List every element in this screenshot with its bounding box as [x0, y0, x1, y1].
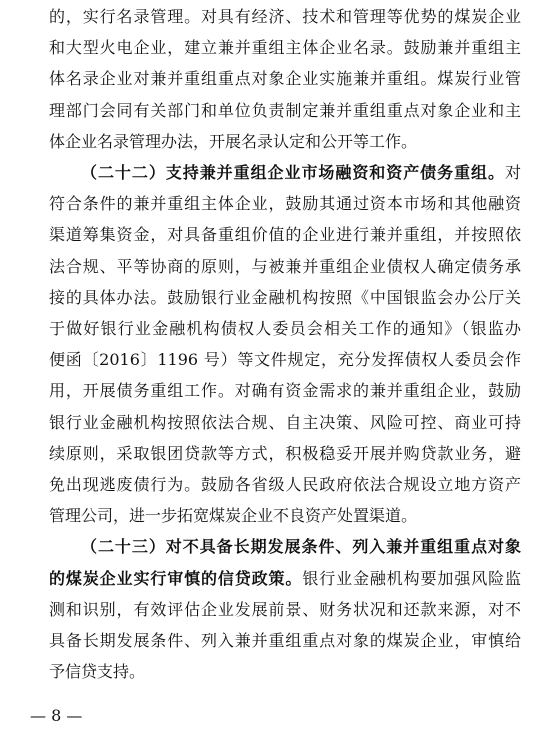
- text-line: 续原则，采取银团贷款等方式，积极稳妥开展并购贷款业务，避: [49, 444, 521, 463]
- text-line: 用，开展债务重组工作。对确有资金需求的兼并重组企业，鼓励: [49, 381, 521, 400]
- text-line: 测和识别，有效评估企业发展前景、财务状况和还款来源，对不: [49, 600, 521, 619]
- text-line: 接的具体办法。鼓励银行业金融机构按照《中国银监会办公厅关: [49, 288, 521, 307]
- section-23-second-line-rest: 银行业金融机构要加强风险监: [302, 569, 521, 588]
- section-23-second-line: [49, 566, 521, 592]
- text-line: 免出现逃废债行为。鼓励各省级人民政府依法合规设立地方资产: [49, 475, 521, 494]
- section-22-first-line-rest: 对: [504, 163, 521, 182]
- text-line: 于做好银行业金融机构债权人委员会相关工作的通知》（银监办: [49, 319, 521, 338]
- text-line: 渠道筹集资金，对具备重组价值的企业进行兼并重组，并按照依: [49, 225, 521, 244]
- section-23-heading-cont: 的煤炭企业实行审慎的信贷政策。: [49, 569, 303, 588]
- text-line: 具备长期发展条件、列入兼并重组重点对象的煤炭企业，审慎给: [49, 631, 521, 650]
- text-line: 予信贷支持。: [49, 662, 146, 681]
- text-line: 管理公司，进一步拓宽煤炭企业不良资产处置渠道。: [49, 506, 418, 525]
- section-22-first-line: [81, 160, 521, 186]
- section-23-heading: （二十三）对不具备长期发展条件、列入兼并重组重点对象: [81, 537, 521, 556]
- text-line: 法合规、平等协商的原则，与被兼并重组企业债权人确定债务承: [49, 257, 521, 276]
- text-line: 体企业名录管理办法，开展名录认定和公开等工作。: [49, 132, 418, 151]
- text-line: 银行业金融机构按照依法合规、自主决策、风险可控、商业可持: [49, 413, 521, 432]
- text-line: 便函〔2016〕1196 号）等文件规定，充分发挥债权人委员会作: [49, 350, 521, 369]
- section-22-heading: （二十二）支持兼并重组企业市场融资和资产债务重组。: [81, 163, 505, 182]
- text-line: 和大型火电企业，建立兼并重组主体企业名录。鼓励兼并重组主: [49, 38, 521, 57]
- text-line: 的，实行名录管理。对具有经济、技术和管理等优势的煤炭企业: [49, 7, 521, 26]
- section-23-first-line: [81, 534, 521, 560]
- text-line: 符合条件的兼并重组主体企业，鼓励其通过资本市场和其他融资: [49, 194, 521, 213]
- text-line: 体名录企业对兼并重组重点对象企业实施兼并重组。煤炭行业管: [49, 69, 521, 88]
- text-line: 理部门会同有关部门和单位负责制定兼并重组重点对象企业和主: [49, 101, 521, 120]
- page-number: — 8 —: [30, 706, 83, 725]
